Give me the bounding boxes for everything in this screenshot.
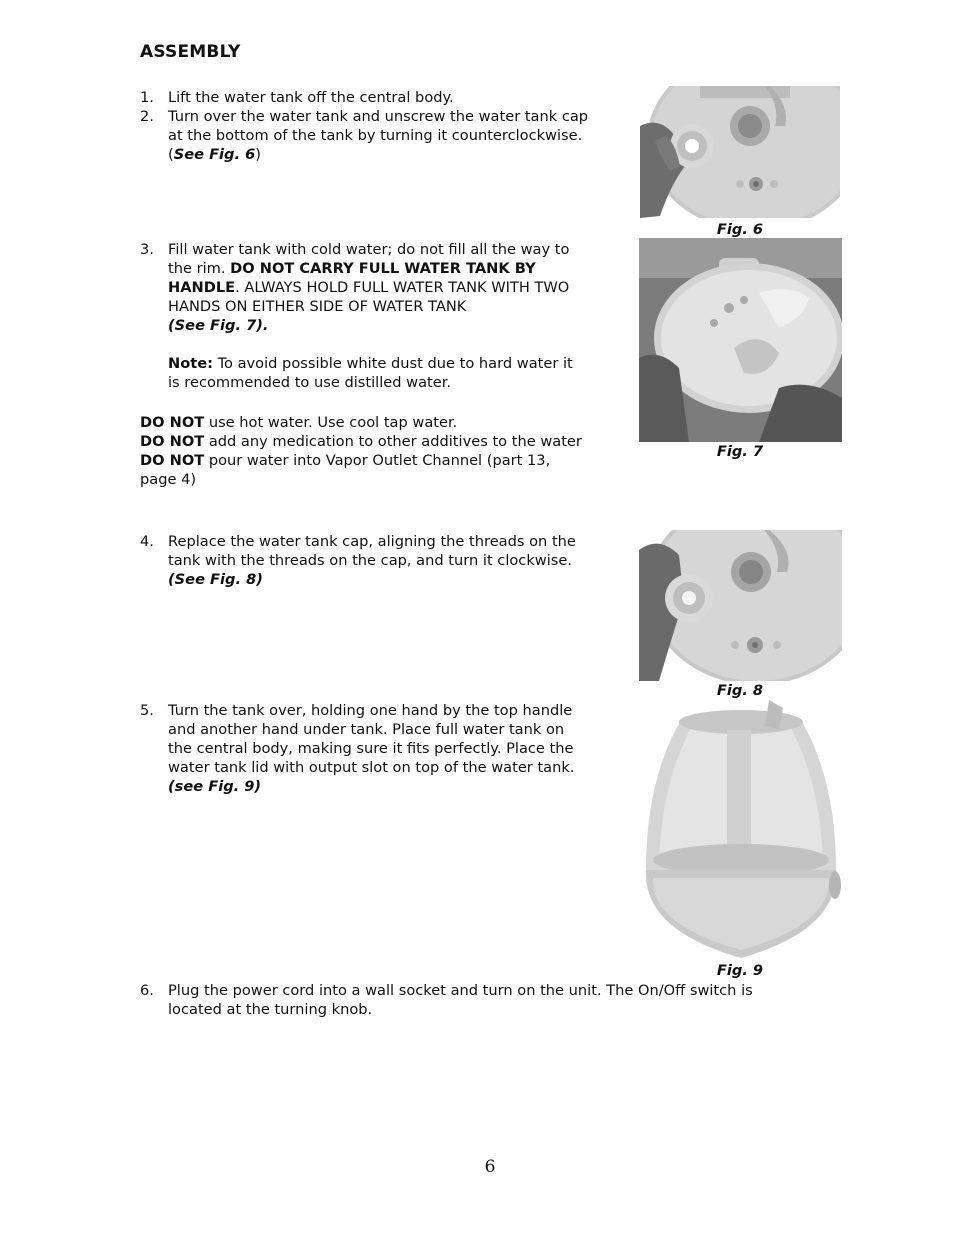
figure-reference: (see Fig. 9) xyxy=(168,778,262,795)
figure-6-image xyxy=(640,86,840,218)
figure-7-image xyxy=(639,238,842,442)
filling-tank-photo xyxy=(639,238,842,442)
step-text-line: Fill water tank with cold water; do not fill all the way to xyxy=(168,241,570,258)
assembled-humidifier-photo xyxy=(641,700,842,959)
step-text-line: Turn over the water tank and unscrew the water tank cap xyxy=(168,108,589,125)
step-number: 6. xyxy=(140,982,154,999)
step-text-line: HANDS ON EITHER SIDE OF WATER TANK xyxy=(168,298,467,315)
figure-9-caption: Fig. 9 xyxy=(716,962,764,979)
step-text-line: HANDLE. ALWAYS HOLD FULL WATER TANK WITH TWO xyxy=(168,279,570,296)
step-text-line: Replace the water tank cap, aligning the threads on the xyxy=(168,533,576,550)
warning-line: DO NOT add any medication to other additives to the water xyxy=(140,433,582,450)
step-text-line: the central body, making sure it fits perfectly. Place the xyxy=(168,740,574,757)
figure-reference: (See Fig. 8) xyxy=(168,571,263,588)
step-number: 1. xyxy=(140,89,154,106)
figure-8-image xyxy=(639,530,842,681)
step-text-line: the rim. DO NOT CARRY FULL WATER TANK BY xyxy=(168,260,536,277)
warning-line: page 4) xyxy=(140,471,197,488)
tank-cap-photo xyxy=(640,86,840,218)
step-text-line: tank with the threads on the cap, and turn it clockwise. xyxy=(168,552,572,569)
page-number: 6 xyxy=(484,1157,496,1177)
step-number: 3. xyxy=(140,241,154,258)
replace-cap-photo xyxy=(639,530,842,681)
step-text-line: located at the turning knob. xyxy=(168,1001,373,1018)
note-line: Note: To avoid possible white dust due to hard water it xyxy=(168,355,573,372)
step-text-line: water tank lid with output slot on top of the water tank. xyxy=(168,759,575,776)
step-text-line: Plug the power cord into a wall socket and turn on the unit. The On/Off switch is xyxy=(168,982,753,999)
figure-7-caption: Fig. 7 xyxy=(716,443,764,460)
figure-8-caption: Fig. 8 xyxy=(716,682,764,699)
note-line: is recommended to use distilled water. xyxy=(168,374,452,391)
step-number: 5. xyxy=(140,702,154,719)
step-text-line: at the bottom of the tank by turning it counterclockwise. xyxy=(168,127,583,144)
page-heading: ASSEMBLY xyxy=(140,42,241,62)
figure-reference: (See Fig. 6) xyxy=(168,146,261,163)
warning-line: DO NOT use hot water. Use cool tap water. xyxy=(140,414,458,431)
step-text-line: and another hand under tank. Place full water tank on xyxy=(168,721,565,738)
step-number: 4. xyxy=(140,533,154,550)
warning-line: DO NOT pour water into Vapor Outlet Channel (part 13, xyxy=(140,452,551,469)
figure-6-caption: Fig. 6 xyxy=(716,221,764,238)
figure-9-image xyxy=(641,700,842,959)
step-text: Lift the water tank off the central body. xyxy=(168,89,454,106)
figure-reference: (See Fig. 7). xyxy=(168,317,269,334)
step-number: 2. xyxy=(140,108,154,125)
step-text-line: Turn the tank over, holding one hand by the top handle xyxy=(168,702,573,719)
